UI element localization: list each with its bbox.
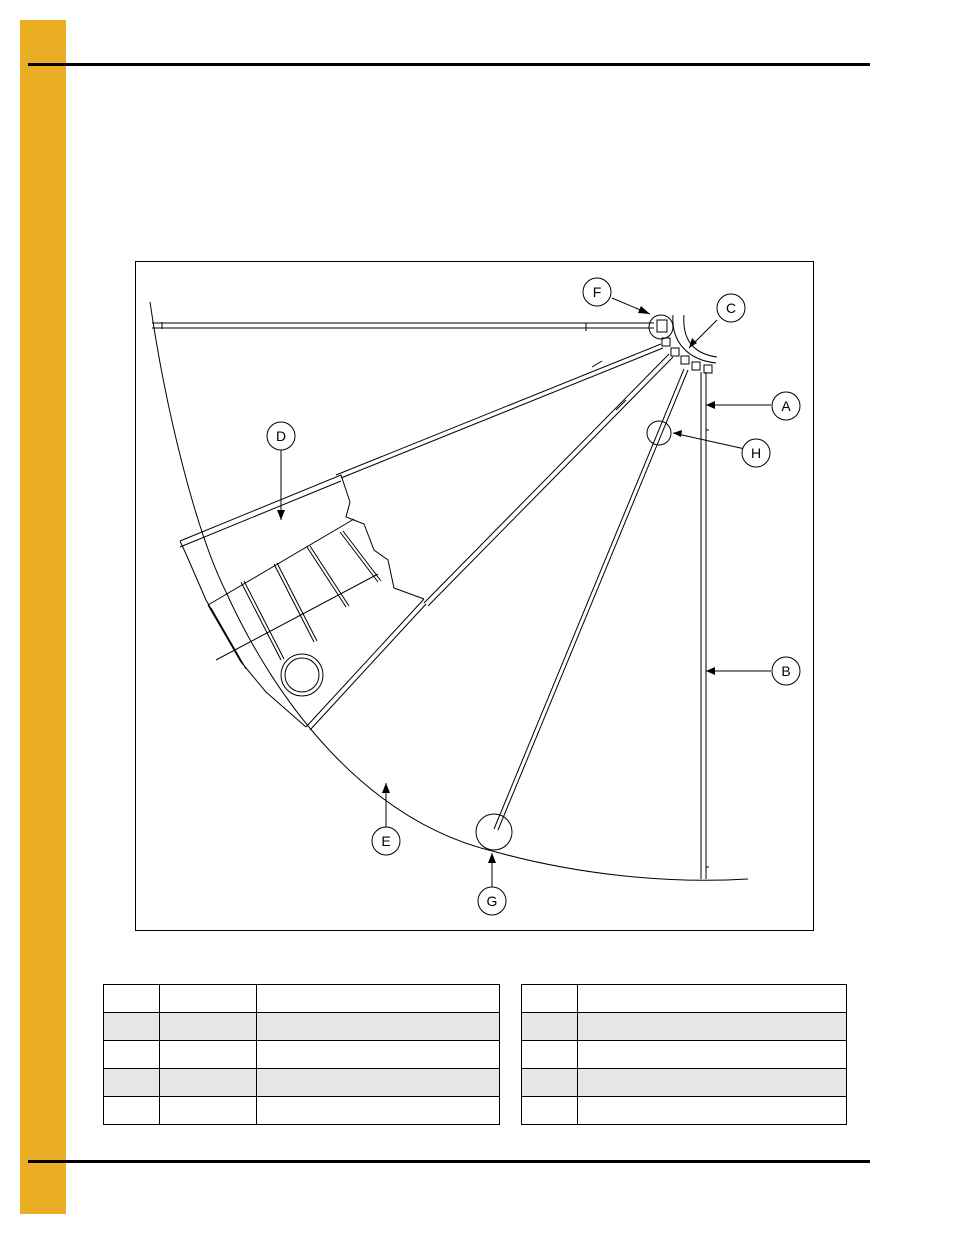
radial-ribs xyxy=(336,344,688,830)
figure-frame xyxy=(135,261,814,931)
callout-c xyxy=(717,294,745,322)
callout-g xyxy=(478,887,506,915)
svg-text:G: G xyxy=(486,893,498,909)
svg-text:D: D xyxy=(275,428,287,444)
leader-lines xyxy=(281,298,771,889)
bin-wall-arc xyxy=(150,302,748,880)
table-row xyxy=(522,1069,847,1097)
callout-b xyxy=(772,657,800,685)
table-row xyxy=(104,1013,500,1041)
table-row xyxy=(522,1041,847,1069)
table-row xyxy=(104,1041,500,1069)
svg-text:H: H xyxy=(750,445,762,461)
callout-f xyxy=(583,278,611,306)
detail-circle-g xyxy=(476,814,512,850)
detail-circle-f xyxy=(649,315,673,339)
table-row xyxy=(104,985,500,1013)
callout-h xyxy=(742,439,770,467)
arrowheads xyxy=(277,306,715,863)
parts-table-left xyxy=(103,984,500,1125)
header-rule xyxy=(28,63,870,66)
svg-text:F: F xyxy=(592,284,602,300)
svg-text:E: E xyxy=(381,833,391,849)
table-row xyxy=(522,985,847,1013)
svg-text:A: A xyxy=(781,398,791,414)
auger-assembly xyxy=(180,475,426,730)
svg-text:B: B xyxy=(781,663,791,679)
callout-e xyxy=(372,827,400,855)
footer-rule xyxy=(28,1160,870,1163)
side-bar xyxy=(20,20,66,1214)
assembly-diagram xyxy=(136,262,815,932)
table-row xyxy=(522,1097,847,1125)
parts-table-right xyxy=(521,984,847,1125)
table-row xyxy=(104,1069,500,1097)
table-row xyxy=(522,1013,847,1041)
svg-text:C: C xyxy=(725,300,737,316)
table-row xyxy=(104,1097,500,1125)
top-rib xyxy=(152,322,654,331)
callout-d xyxy=(267,422,295,450)
callout-a xyxy=(772,392,800,420)
vertical-rib xyxy=(701,372,709,879)
